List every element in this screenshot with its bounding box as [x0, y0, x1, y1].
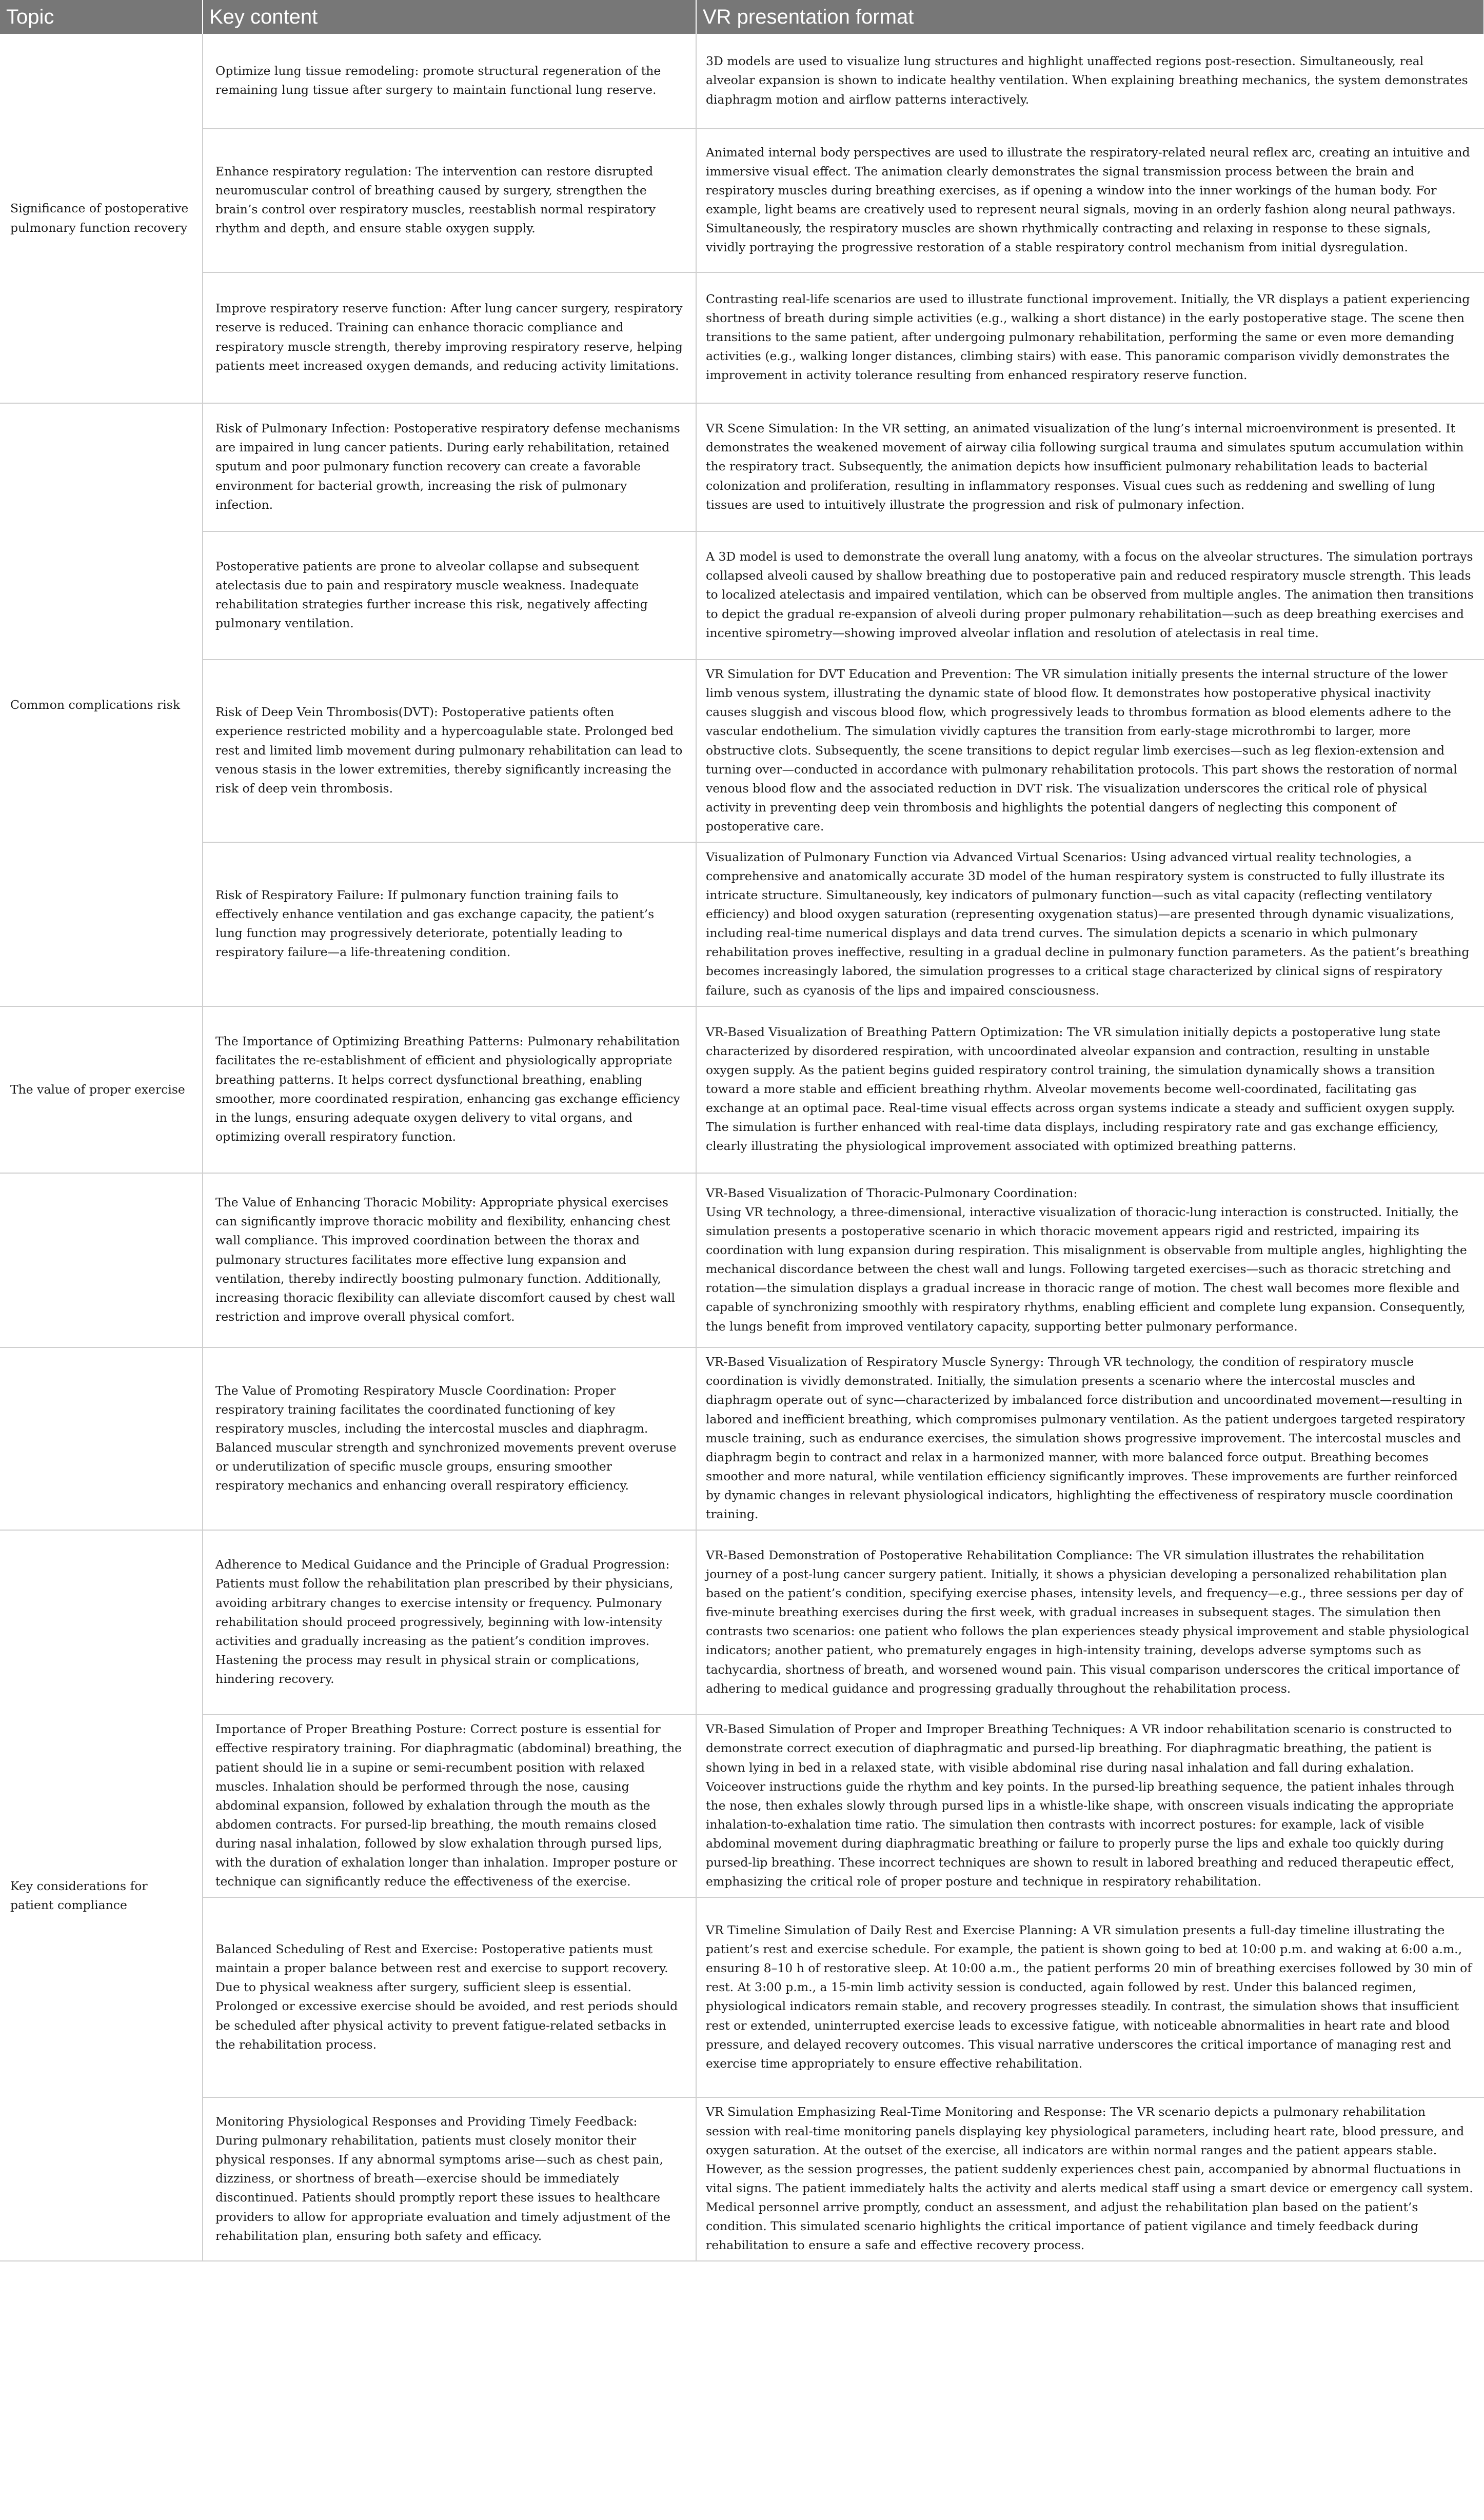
key-content-cell: Enhance respiratory regulation: The intervention can restore disrupted neuromuscular control of breathing caused by surgery, strengthen the brain’s control over respiratory muscles, reestablish normal respiratory rhythm and depth, and ensure stable oxygen supply. — [203, 129, 696, 272]
topic-cell — [0, 1347, 203, 1530]
topic-cell: Significance of postoperative pulmonary function recovery — [0, 34, 203, 403]
key-content-cell: The Value of Enhancing Thoracic Mobility: Appropriate physical exercises can significantly improve thoracic mobility and flexibility, enhancing chest wall compliance. This improved coordination between the thorax and pulmonary structures facilitates more effective lung expansion and ventilation, thereby indirectly boosting pulmonary function. Additionally, increasing thoracic flexibility can alleviate discomfort caused by chest wall restriction and improve overall physical comfort. — [203, 1173, 696, 1347]
vr-format-cell: Visualization of Pulmonary Function via Advanced Virtual Scenarios: Using advanced virtual reality technologies, a comprehensive and anatomically accurate 3D model of the human respiratory system is constructed to fully illustrate its intricate structure. Simultaneously, key indicators of pulmonary function—such as vital capacity (reflecting ventilatory efficiency) and blood oxygen saturation (representing oxygenation status)—are presented through dynamic visualizations, including real-time numerical displays and data trend curves. The simulation depicts a scenario in which pulmonary rehabilitation proves ineffective, resulting in a gradual decline in pulmonary function parameters. As the patient’s breathing becomes increasingly labored, the simulation progresses to a critical stage characterized by clinical signs of respiratory failure, such as cyanosis of the lips and impaired consciousness. — [696, 842, 1484, 1006]
topic-cell: Common complications risk — [0, 403, 203, 1006]
table-row — [0, 531, 1484, 660]
table-row — [0, 1715, 1484, 1897]
header-topic: Topic — [0, 0, 203, 34]
table-row — [0, 1173, 1484, 1347]
vr-format-cell: VR-Based Visualization of Breathing Pattern Optimization: The VR simulation initially depicts a postoperative lung state characterized by disordered respiration, with uncoordinated alveolar expansion and contraction, resulting in unstable oxygen supply. As the patient begins guided respiratory control training, the simulation dynamically shows a transition toward a more stable and efficient breathing rhythm. Alveolar movements become well-coordinated, facilitating gas exchange at an optimal pace. Real-time visual effects across organ systems indicate a steady and sufficient oxygen supply. The simulation is further enhanced with real-time data displays, including respiratory rate and gas exchange efficiency, clearly illustrating the physiological improvement associated with optimized breathing patterns. — [696, 1006, 1484, 1173]
topic-cell — [0, 1173, 203, 1347]
vr-format-cell: Animated internal body perspectives are used to illustrate the respiratory-related neural reflex arc, creating an intuitive and immersive visual effect. The animation clearly demonstrates the signal transmission process between the brain and respiratory muscles during breathing exercises, as if opening a window into the inner workings of the human body. For example, light beams are creatively used to represent neural signals, moving in an orderly fashion along neural pathways. Simultaneously, the respiratory muscles are shown rhythmically contracting and relaxing in response to these signals, vividly portraying the progressive restoration of a stable respiratory control mechanism from initial dysregulation. — [696, 129, 1484, 272]
vr-format-cell: A 3D model is used to demonstrate the overall lung anatomy, with a focus on the alveolar structures. The simulation portrays collapsed alveoli caused by shallow breathing due to postoperative pain and reduced respiratory muscle strength. This leads to localized atelectasis and impaired ventilation, which can be observed from multiple angles. The animation then transitions to depict the gradual re-expansion of alveoli during proper pulmonary rehabilitation—such as deep breathing exercises and incentive spirometry—showing improved alveolar inflation and resolution of atelectasis in real time. — [696, 531, 1484, 660]
table-row — [0, 1347, 1484, 1530]
table-row — [0, 129, 1484, 272]
header-key-content: Key content — [203, 0, 696, 34]
table-row — [0, 660, 1484, 842]
table-row — [0, 1006, 1484, 1173]
key-content-cell: Optimize lung tissue remodeling: promote structural regeneration of the remaining lung tissue after surgery to maintain functional lung reserve. — [203, 34, 696, 129]
key-content-cell: Postoperative patients are prone to alveolar collapse and subsequent atelectasis due to pain and respiratory muscle weakness. Inadequate rehabilitation strategies further increase this risk, negatively affecting pulmonary ventilation. — [203, 531, 696, 660]
key-content-cell: Risk of Deep Vein Thrombosis(DVT): Postoperative patients often experience restricted mobility and a hypercoagulable state. Prolonged bed rest and limited limb movement during pulmonary rehabilitation can lead to venous stasis in the lower extremities, thereby significantly increasing the risk of deep vein thrombosis. — [203, 660, 696, 842]
vr-format-cell: VR-Based Visualization of Respiratory Muscle Synergy: Through VR technology, the condition of respiratory muscle coordination is vividly demonstrated. Initially, the simulation presents a scenario where the intercostal muscles and diaphragm operate out of sync—characterized by imbalanced force distribution and uncoordinated movement—resulting in labored and inefficient breathing, which compromises pulmonary ventilation. As the patient undergoes targeted respiratory muscle training, such as endurance exercises, the simulation shows progressive improvement. The intercostal muscles and diaphragm begin to contract and relax in a harmonized manner, with more balanced force output. Breathing becomes smoother and more natural, while ventilation efficiency significantly improves. These improvements are further reinforced by dynamic changes in relevant physiological indicators, highlighting the effectiveness of respiratory muscle coordination training. — [696, 1347, 1484, 1530]
vr-format-cell: VR Simulation for DVT Education and Prevention: The VR simulation initially presents the internal structure of the lower limb venous system, illustrating the dynamic state of blood flow. It demonstrates how postoperative physical inactivity causes sluggish and viscous blood flow, which progressively leads to thrombus formation as blood elements adhere to the vascular endothelium. The simulation vividly captures the transition from early-stage microthrombi to larger, more obstructive clots. Subsequently, the scene transitions to depict regular limb exercises—such as leg flexion-extension and turning over—conducted in accordance with pulmonary rehabilitation protocols. This part shows the restoration of normal venous blood flow and the associated reduction in DVT risk. The visualization underscores the critical role of physical activity in preventing deep vein thrombosis and highlights the potential dangers of neglecting this component of postoperative care. — [696, 660, 1484, 842]
vr-format-cell: VR Simulation Emphasizing Real-Time Monitoring and Response: The VR scenario depicts a pulmonary rehabilitation session with real-time monitoring panels displaying key physiological parameters, including heart rate, blood pressure, and oxygen saturation. At the outset of the exercise, all indicators are within normal ranges and the patient appears stable. However, as the session progresses, the patient suddenly experiences chest pain, accompanied by abnormal fluctuations in vital signs. The patient immediately halts the activity and alerts medical staff using a smart device or emergency call system. Medical personnel arrive promptly, conduct an assessment, and adjust the rehabilitation plan based on the patient’s condition. This simulated scenario highlights the critical importance of patient vigilance and timely feedback during rehabilitation to ensure a safe and effective recovery process. — [696, 2097, 1484, 2261]
vr-format-cell: VR-Based Demonstration of Postoperative Rehabilitation Compliance: The VR simulation illustrates the rehabilitation journey of a post-lung cancer surgery patient. Initially, it shows a physician developing a personalized rehabilitation plan based on the patient’s condition, specifying exercise phases, intensity levels, and frequency—e.g., three sessions per day of five-minute breathing exercises during the first week, with gradual increases in subsequent stages. The simulation then contrasts two scenarios: one patient who follows the plan experiences steady physical improvement and stable physiological indicators; another patient, who prematurely engages in high-intensity training, develops adverse symptoms such as tachycardia, shortness of breath, and worsened wound pain. This visual comparison underscores the critical importance of adhering to medical guidance and progressing gradually throughout the rehabilitation process. — [696, 1530, 1484, 1715]
key-content-cell: Balanced Scheduling of Rest and Exercise: Postoperative patients must maintain a proper balance between rest and exercise to support recovery. Due to physical weakness after surgery, sufficient sleep is essential. Prolonged or excessive exercise should be avoided, and rest periods should be scheduled after physical activity to prevent fatigue-related setbacks in the rehabilitation process. — [203, 1897, 696, 2097]
table-row — [0, 1530, 1484, 1715]
key-content-cell: Importance of Proper Breathing Posture: Correct posture is essential for effective respiratory training. For diaphragmatic (abdominal) breathing, the patient should lie in a supine or semi-recumbent position with relaxed muscles. Inhalation should be performed through the nose, causing abdominal expansion, followed by exhalation through the mouth as the abdomen contracts. For pursed-lip breathing, the mouth remains closed during nasal inhalation, followed by slow exhalation through pursed lips, with the duration of exhalation longer than inhalation. Improper posture or technique can significantly reduce the effectiveness of the exercise. — [203, 1715, 696, 1897]
table-row — [0, 403, 1484, 531]
vr-format-cell: VR Timeline Simulation of Daily Rest and Exercise Planning: A VR simulation presents a full-day timeline illustrating the patient’s rest and exercise schedule. For example, the patient is shown going to bed at 10:00 p.m. and waking at 6:00 a.m., ensuring 8–10 h of restorative sleep. At 10:00 a.m., the patient performs 20 min of breathing exercises followed by 30 min of rest. At 3:00 p.m., a 15-min limb activity session is conducted, again followed by rest. Under this balanced regimen, physiological indicators remain stable, and recovery progresses steadily. In contrast, the simulation shows that insufficient rest or extended, uninterrupted exercise leads to excessive fatigue, with noticeable abnormalities in heart rate and blood pressure, and delayed recovery outcomes. This visual narrative underscores the critical importance of managing rest and exercise time appropriately to ensure effective rehabilitation. — [696, 1897, 1484, 2097]
vr-format-cell: VR Scene Simulation: In the VR setting, an animated visualization of the lung’s internal microenvironment is presented. It demonstrates the weakened movement of airway cilia following surgical trauma and simulates sputum accumulation within the respiratory tract. Subsequently, the animation depicts how insufficient pulmonary rehabilitation leads to bacterial colonization and proliferation, resulting in inflammatory responses. Visual cues such as reddening and swelling of lung tissues are used to intuitively illustrate the progression and risk of pulmonary infection. — [696, 403, 1484, 531]
key-content-cell: The Importance of Optimizing Breathing Patterns: Pulmonary rehabilitation facilitates the re-establishment of efficient and physiologically appropriate breathing patterns. It helps correct dysfunctional breathing, enabling smoother, more coordinated respiration, enhancing gas exchange efficiency in the lungs, ensuring adequate oxygen delivery to vital organs, and optimizing overall respiratory function. — [203, 1006, 696, 1173]
vr-format-cell: 3D models are used to visualize lung structures and highlight unaffected regions post-resection. Simultaneously, real alveolar expansion is shown to indicate healthy ventilation. When explaining breathing mechanics, the system demonstrates diaphragm motion and airflow patterns interactively. — [696, 34, 1484, 129]
vr-format-cell: VR-Based Simulation of Proper and Improper Breathing Techniques: A VR indoor rehabilitation scenario is constructed to demonstrate correct execution of diaphragmatic and pursed-lip breathing. For diaphragmatic breathing, the patient is shown lying in bed in a relaxed state, with visible abdominal rise during nasal inhalation and fall during exhalation. Voiceover instructions guide the rhythm and key points. In the pursed-lip breathing sequence, the patient inhales through the nose, then exhales slowly through pursed lips in a whistle-like shape, with onscreen visuals indicating the appropriate inhalation-to-exhalation time ratio. The simulation then contrasts with incorrect postures: for example, lack of visible abdominal movement during diaphragmatic breathing or failure to properly purse the lips and exhale too quickly during pursed-lip breathing. These incorrect techniques are shown to result in labored breathing and reduced therapeutic effect, emphasizing the critical role of proper posture and technique in respiratory rehabilitation. — [696, 1715, 1484, 1897]
table-row — [0, 272, 1484, 403]
table-row — [0, 842, 1484, 1006]
key-content-cell: Improve respiratory reserve function: After lung cancer surgery, respiratory reserve is reduced. Training can enhance thoracic compliance and respiratory muscle strength, thereby improving respiratory reserve, helping patients meet increased oxygen demands, and reducing activity limitations. — [203, 272, 696, 403]
table-body — [0, 34, 1484, 2261]
table-row — [0, 34, 1484, 129]
vr-format-cell: VR-Based Visualization of Thoracic-Pulmonary Coordination: Using VR technology, a three-dimensional, interactive visualization of thoracic-lung interaction is constructed. Initially, the simulation presents a postoperative scenario in which thoracic movement appears rigid and restricted, impairing its coordination with lung expansion during respiration. This misalignment is observable from multiple angles, highlighting the mechanical discordance between the chest wall and lungs. Following targeted exercises—such as thoracic stretching and rotation—the simulation displays a gradual increase in thoracic range of motion. The chest wall becomes more flexible and capable of synchronizing smoothly with respiratory rhythms, enabling efficient and complete lung expansion. Consequently, the lungs benefit from improved ventilatory capacity, supporting better pulmonary performance. — [696, 1173, 1484, 1347]
table-row — [0, 2097, 1484, 2261]
header-vr-presentation-format: VR presentation format — [696, 0, 1484, 34]
key-content-cell: Adherence to Medical Guidance and the Principle of Gradual Progression: Patients must follow the rehabilitation plan prescribed by their physicians, avoiding arbitrary changes to exercise intensity or frequency. Pulmonary rehabilitation should proceed progressively, beginning with low-intensity activities and gradually increasing as the patient’s condition improves. Hastening the process may result in physical strain or complications, hindering recovery. — [203, 1530, 696, 1715]
table-header — [0, 0, 1484, 34]
key-content-cell: Risk of Respiratory Failure: If pulmonary function training fails to effectively enhance ventilation and gas exchange capacity, the patient’s lung function may progressively deteriorate, potentially leading to respiratory failure—a life-threatening condition. — [203, 842, 696, 1006]
topic-cell: The value of proper exercise — [0, 1006, 203, 1173]
table-row — [0, 1897, 1484, 2097]
key-content-cell: Risk of Pulmonary Infection: Postoperative respiratory defense mechanisms are impaired in lung cancer patients. During early rehabilitation, retained sputum and poor pulmonary function recovery can create a favorable environment for bacterial growth, increasing the risk of pulmonary infection. — [203, 403, 696, 531]
key-content-cell: Monitoring Physiological Responses and Providing Timely Feedback: During pulmonary rehabilitation, patients must closely monitor their physical responses. If any abnormal symptoms arise—such as chest pain, dizziness, or shortness of breath—exercise should be immediately discontinued. Patients should promptly report these issues to healthcare providers to allow for appropriate evaluation and timely adjustment of the rehabilitation plan, ensuring both safety and efficacy. — [203, 2097, 696, 2261]
topic-cell: Key considerations for patient compliance — [0, 1530, 203, 2261]
key-content-cell: The Value of Promoting Respiratory Muscle Coordination: Proper respiratory training facilitates the coordinated functioning of key respiratory muscles, including the intercostal muscles and diaphragm. Balanced muscular strength and synchronized movements prevent overuse or underutilization of specific muscle groups, ensuring smoother respiratory mechanics and enhancing overall respiratory efficiency. — [203, 1347, 696, 1530]
vr-format-cell: Contrasting real-life scenarios are used to illustrate functional improvement. Initially, the VR displays a patient experiencing shortness of breath during simple activities (e.g., walking a short distance) in the early postoperative stage. The scene then transitions to the same patient, after undergoing pulmonary rehabilitation, performing the same or even more demanding activities (e.g., walking longer distances, climbing stairs) with ease. This panoramic comparison vividly demonstrates the improvement in activity tolerance resulting from enhanced respiratory reserve function. — [696, 272, 1484, 403]
